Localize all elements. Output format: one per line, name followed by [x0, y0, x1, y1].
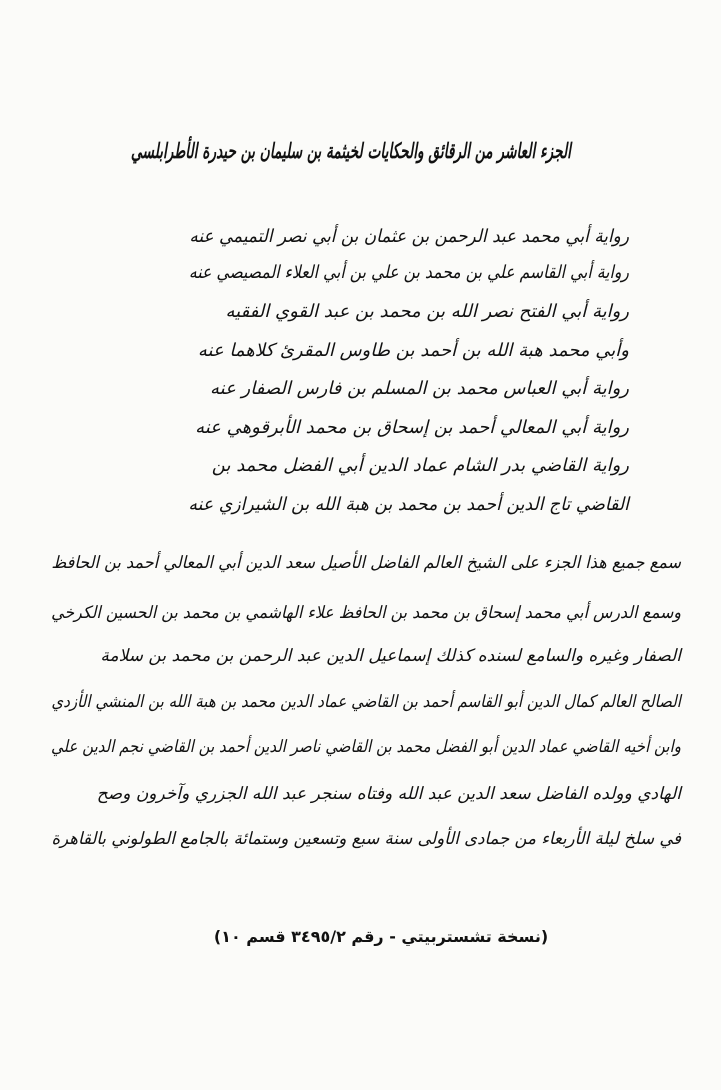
sama-line-1: سمع جميع هذا الجزء على الشيخ العالم الفاضل الأصيل سعد الدين أبي المعالي أحمد بن الحافظ — [51, 553, 682, 573]
manuscript-title: الجزء العاشر من الرقائق والحكايات لخيثمة بن سليمان بن حيدرة الأطرابلسي — [130, 138, 571, 163]
sama-line-3: الصفار وغيره والسامع لسنده كذلك إسماعيل الدين عبد الرحمن بن محمد بن سلامة — [100, 646, 681, 666]
isnad-line-7: رواية القاضي بدر الشام عماد الدين أبي الفضل محمد بن — [211, 455, 629, 476]
sama-line-4: الصالح العالم كمال الدين أبو القاسم أحمد بن القاضي عماد الدين محمد بن هبة الله بن المنشي الأزدي — [51, 692, 682, 712]
isnad-line-6: رواية أبي المعالي أحمد بن إسحاق بن محمد الأبرقوهي عنه — [195, 417, 629, 438]
sama-line-5: وابن أخيه القاضي عماد الدين أبو الفضل محمد بن القاضي ناصر الدين أحمد بن القاضي نجم الدين علي — [51, 737, 682, 757]
isnad-line-4: وأبي محمد هبة الله بن أحمد بن طاوس المقرئ كلاهما عنه — [197, 340, 629, 361]
isnad-line-3: رواية أبي الفتح نصر الله بن محمد بن عبد القوي الفقيه — [225, 301, 629, 322]
isnad-line-2: رواية أبي القاسم علي بن محمد بن علي بن أبي العلاء المصيصي عنه — [188, 262, 630, 283]
source-caption: (نسخة تشستربيتي - رقم ٣٤٩٥/٢ قسم ١٠) — [213, 927, 549, 946]
sama-line-2: وسمع الدرس أبي محمد إسحاق بن محمد بن الحافظ علاء الهاشمي بن محمد بن الحسين الكرخي — [51, 603, 681, 623]
isnad-line-1: رواية أبي محمد عبد الرحمن بن عثمان بن أبي نصر التميمي عنه — [189, 226, 629, 247]
isnad-line-5: رواية أبي العباس محمد بن المسلم بن فارس الصفار عنه — [210, 378, 629, 399]
sama-line-7: في سلخ ليلة الأربعاء من جمادى الأولى سنة سبع وتسعين وستمائة بالجامع الطولوني بالقاهرة — [51, 829, 681, 849]
isnad-line-8: القاضي تاج الدين أحمد بن محمد بن هبة الله بن الشيرازي عنه — [188, 494, 629, 515]
sama-line-6: الهادي وولده الفاضل سعد الدين عبد الله وفتاه سنجر عبد الله الجزري وآخرون وصح — [96, 784, 681, 804]
